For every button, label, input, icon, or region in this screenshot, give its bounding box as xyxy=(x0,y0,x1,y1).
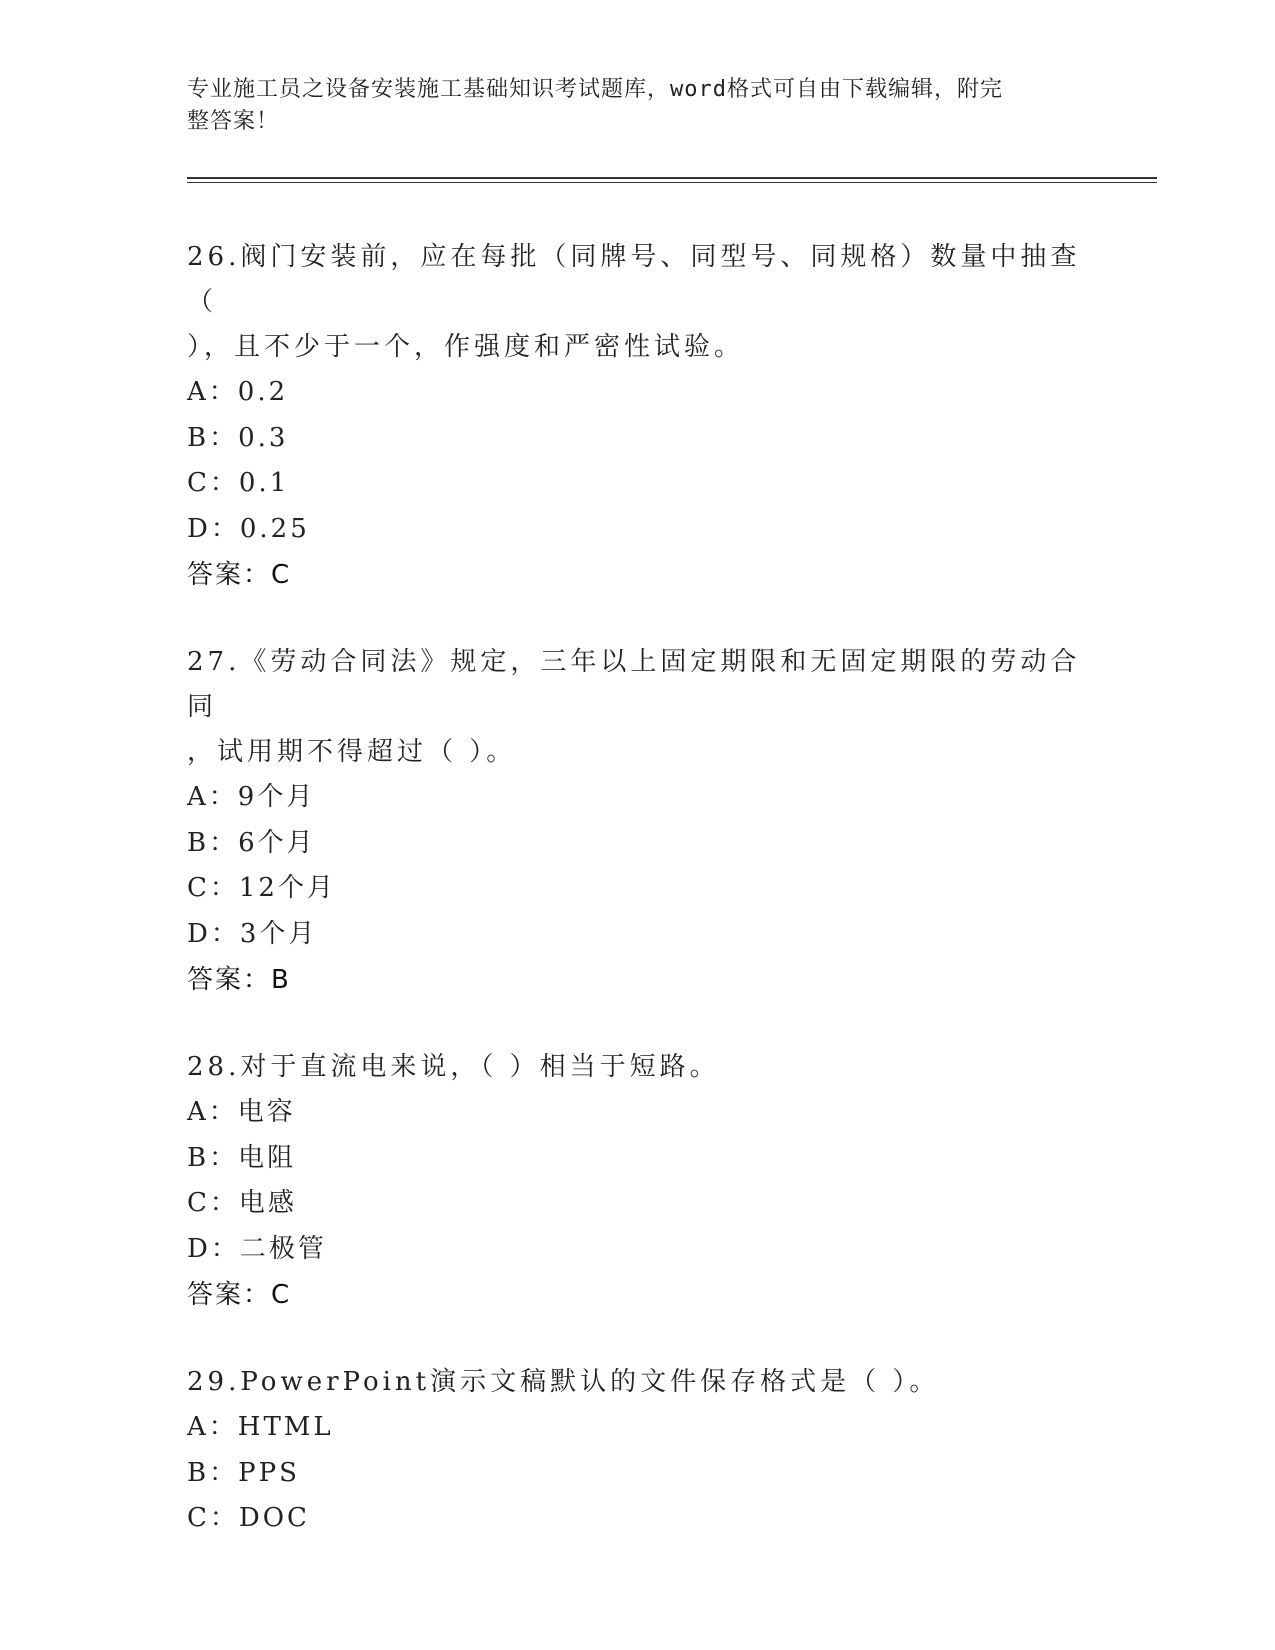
option-b: B：0.3 xyxy=(187,422,289,453)
option-c: C：电感 xyxy=(187,1188,297,1218)
option-b: B：PPS xyxy=(187,1457,300,1488)
option-c: C：DOC xyxy=(187,1503,310,1533)
option-a: A：9个月 xyxy=(187,782,316,812)
question-list xyxy=(187,235,1087,1584)
question-stem: 27.《劳动合同法》规定，三年以上固定期限和无固定期限的劳动合同 xyxy=(187,647,1081,722)
answer-line: 答案：B xyxy=(187,965,291,995)
document-header xyxy=(187,74,1067,138)
option-a: A：0.2 xyxy=(187,377,289,407)
option-d: D：二极管 xyxy=(187,1233,327,1264)
option-d: D：3个月 xyxy=(187,918,318,949)
question-stem: 29.PowerPoint演示文稿默认的文件保存格式是（ ）。 xyxy=(187,1367,940,1397)
option-b: B：6个月 xyxy=(187,827,316,858)
option-c: C：0.1 xyxy=(187,468,290,498)
option-b: B：电阻 xyxy=(187,1142,297,1173)
question-29 xyxy=(187,1360,1087,1542)
question-27 xyxy=(187,640,1087,1003)
answer-line: 答案：C xyxy=(187,1280,292,1310)
header-rule xyxy=(187,177,1157,179)
option-c: C：12个月 xyxy=(187,873,336,903)
question-28 xyxy=(187,1045,1087,1318)
option-a: A：HTML xyxy=(187,1412,334,1442)
answer-line: 答案：C xyxy=(187,560,292,590)
question-stem: 26.阀门安装前，应在每批（同牌号、同型号、同规格）数量中抽查（ xyxy=(187,242,1081,317)
header-text-line-2: 整答案！ xyxy=(187,109,280,134)
question-stem: 28.对于直流电来说，（ ）相当于短路。 xyxy=(187,1052,720,1082)
option-a: A：电容 xyxy=(187,1097,296,1127)
question-stem-continued: ，试用期不得超过（ ）。 xyxy=(187,737,517,767)
question-26 xyxy=(187,235,1087,598)
header-rule-secondary xyxy=(187,182,1157,183)
header-text-line-1: 专业施工员之设备安装施工基础知识考试题库，word格式可自由下载编辑，附完 xyxy=(187,77,1003,102)
question-stem-continued: ），且不少于一个，作强度和严密性试验。 xyxy=(187,332,745,362)
option-d: D：0.25 xyxy=(187,513,310,544)
